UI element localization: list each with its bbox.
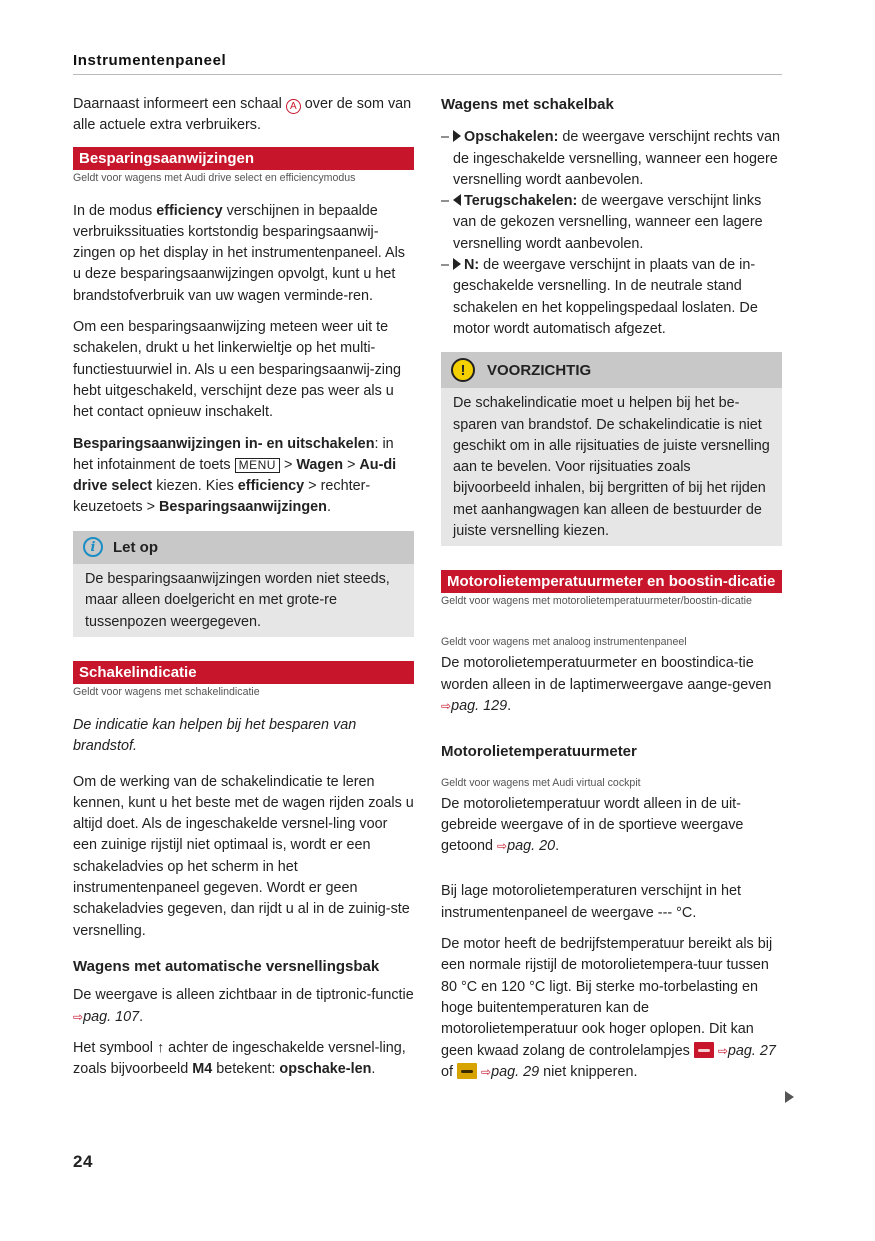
section-intro: De indicatie kan helpen bij het besparen van brandstof. (73, 716, 357, 755)
paragraph: Bij lage motorolietemperaturen verschijnt in het instrumentenpaneel de weergave --- °C. (441, 883, 741, 921)
section-applicability: Geldt voor wagens met analoog instrumentenpaneel (441, 636, 687, 649)
note-box (73, 531, 414, 637)
paragraph: Besparingsaanwijzingen in- en uitschakelen: in het infotainment de toets MENU > Wagen > Au-di drive select kiezen. Kies efficiency > rechter-keuzetoets > Besparingsaanwijzingen. (73, 435, 397, 516)
caution-body: De schakelindicatie moet u helpen bij het be-sparen van brandstof. De schakelindicatie is niet geschikt om in alle rijsituaties de juiste versnelling aan te bevelen. Voor rijsituaties zoals bijvoorbeeld inhalen, bij bergritten of bij het rijden met aanhangwagen kan alleen de bestuurder de juiste versnelling kiezen. (453, 395, 770, 540)
neutral-triangle-icon (453, 258, 461, 270)
caution-box (441, 352, 782, 546)
list-item: – N: de weergave verschijnt in plaats van de in-geschakelde versnelling. In de neutrale stand schakelen en het koppelingspedaal loslaten. De motor wordt automatisch afgezet. (441, 257, 758, 337)
paragraph: Om de werking van de schakelindicatie te leren kennen, kunt u het beste met de wagen rijden zoals u altijd doet. Als de ingeschakelde versnel-ling voor een zuinige rijstijl niet optimaal is, wordt er een schakeladvies op het scherm in het instrumentenpaneel gegeven. Wordt er geen schakeladvies gegeven, dan rijdt u al in de zuinig-ste versnelling. (73, 773, 414, 939)
page-reference[interactable]: pag. 107 (83, 1008, 140, 1025)
running-header (73, 52, 782, 75)
section-heading-schakelindicatie: Schakelindicatie (73, 661, 414, 684)
section-applicability: Geldt voor wagens met Audi drive select en efficiencymodus (73, 171, 356, 184)
page-reference[interactable]: pag. 20 (507, 838, 556, 855)
cross-reference-arrow-icon: ⇨ (717, 1043, 728, 1058)
oil-level-warning-lamp-icon (457, 1063, 477, 1079)
paragraph: De motorolietemperatuur wordt alleen in de uit-gebreide weergave of in de sportieve weergave getoond ⇨pag. 20. (441, 795, 744, 855)
cross-reference-arrow-icon: ⇨ (497, 839, 508, 854)
paragraph: In de modus efficiency verschijnen in bepaalde verbruikssituaties kortstondig besparingsaanwij-zingen op het display in het instrumentenpaneel. Als u deze besparingsaanwijzingen opvolgt, kunt u het brandstofverbruik van uw wagen verminde-ren. (73, 202, 406, 304)
right-column (441, 94, 782, 1093)
oil-pressure-warning-lamp-icon (694, 1042, 714, 1058)
list-item: – Opschakelen: de weergave verschijnt rechts van de ingeschakelde versnelling, wanneer een hogere versnelling wordt aanbevolen. (441, 129, 780, 188)
cross-reference-arrow-icon: ⇨ (441, 698, 452, 713)
subheading-manual: Wagens met schakelbak (441, 96, 614, 113)
section-heading-besparing: Besparingsaanwijzingen (73, 147, 414, 170)
cross-reference-arrow-icon: ⇨ (481, 1064, 492, 1079)
paragraph: Om een besparingsaanwijzing meteen weer uit te schakelen, drukt u het linkerwieltje op het multi-functiestuurwiel in. Als u een besparingsaanwij-zing hebt uitgeschakeld, verschijnt deze pas weer als u het contact opnieuw inschakelt. (73, 319, 401, 421)
page-reference[interactable]: pag. 27 (727, 1042, 776, 1059)
cross-reference-arrow-icon: ⇨ (73, 1009, 84, 1024)
page-number: 24 (73, 1152, 93, 1171)
left-column (73, 94, 414, 1090)
paragraph: De motorolietemperatuurmeter en boostindica-tie worden alleen in de laptimerweergave aange-geven ⇨pag. 129. (441, 655, 772, 714)
subheading-oil-temp: Motorolietemperatuurmeter (441, 743, 637, 761)
intro-paragraph: Daarnaast informeert een schaal A over de som van alle actuele extra verbruikers. (73, 96, 412, 134)
downshift-triangle-icon (453, 194, 461, 206)
section-heading-motorolie: Motorolietemperatuurmeter en boostin-dicatie (441, 570, 782, 593)
info-icon: i (83, 537, 103, 557)
gear-advice-list (441, 127, 782, 340)
section-applicability: Geldt voor wagens met schakelindicatie (73, 685, 260, 698)
paragraph: De weergave is alleen zichtbaar in de tiptronic-functie ⇨pag. 107. (73, 987, 414, 1025)
paragraph: Het symbool ↑ achter de ingeschakelde versnel-ling, zoals bijvoorbeeld M4 betekent: opschake-len. (73, 1039, 406, 1078)
header-title: Instrumentenpaneel (73, 52, 227, 69)
continue-arrow-icon (785, 1091, 794, 1103)
upshift-arrow-icon: ↑ (156, 1039, 165, 1056)
menu-key: MENU (235, 458, 280, 473)
paragraph: De motor heeft de bedrijfstemperatuur bereikt als bij een normale rijstijl de motorolietempera-tuur tussen 80 °C en 120 °C ligt. Bij sterke mo-torbelasting en hoge buitentemperaturen kan de motorolietemperatuur ook hoger oplopen. Dit kan geen kwaad zolang de controlelampjes ⇨pag. 27 of ⇨pag. 29 niet knipperen. (441, 936, 776, 1080)
subheading-automatic: Wagens met automatische versnellingsbak (73, 957, 380, 975)
scale-a-marker-icon: A (286, 99, 301, 114)
note-header (73, 531, 414, 564)
upshift-triangle-icon (453, 130, 461, 142)
note-title: Let op (113, 538, 158, 556)
section-applicability: Geldt voor wagens met motorolietemperatuurmeter/boostin-dicatie (441, 595, 752, 608)
page-reference[interactable]: pag. 29 (491, 1063, 540, 1080)
page-reference[interactable]: pag. 129 (451, 697, 508, 714)
note-body: De besparingsaanwijzingen worden niet steeds, maar alleen doelgericht en met grote-re tussenpozen weergegeven. (85, 571, 390, 630)
section-applicability: Geldt voor wagens met Audi virtual cockpit (441, 776, 641, 789)
warning-icon: ! (451, 358, 475, 382)
caution-title: VOORZICHTIG (487, 361, 592, 379)
caution-header (441, 352, 782, 388)
list-item: – Terugschakelen: de weergave verschijnt links van de gekozen versnelling, wanneer een lagere versnelling wordt aanbevolen. (441, 193, 763, 252)
